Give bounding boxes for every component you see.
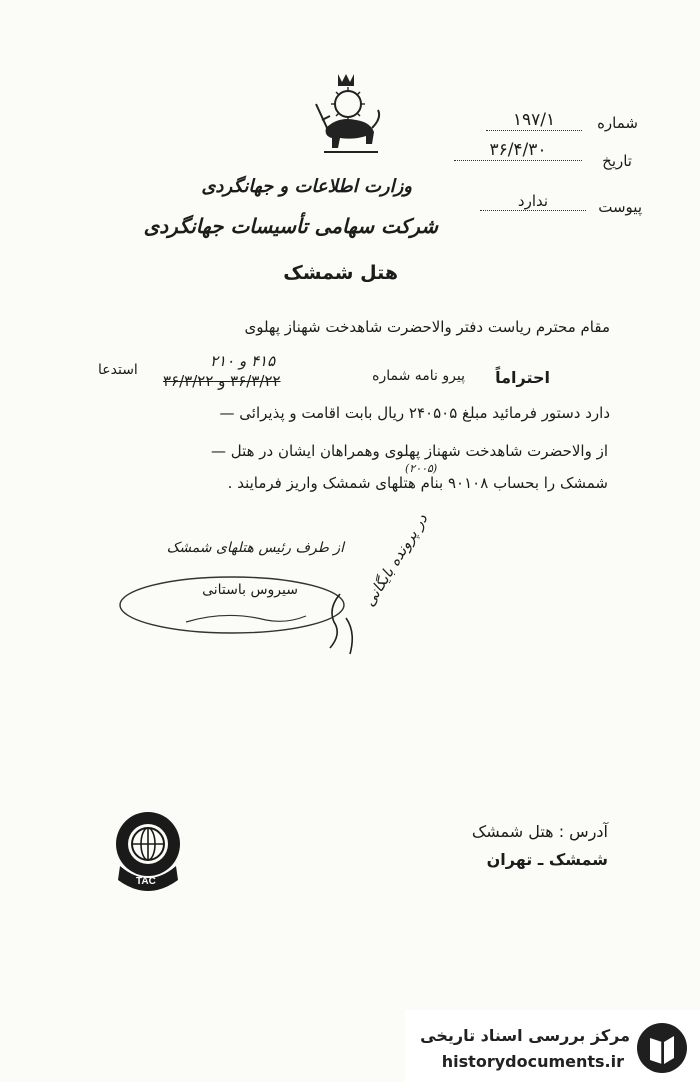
date-value: ۳۶/۴/۳۰ [454,140,582,161]
hotel-title: هتل شمشک [283,262,398,284]
body-line4: شمشک را بحساب ۹۰۱۰۸ بنام هتلهای شمشک واریز فرمایند . [227,474,608,492]
company-title: شرکت سهامی تأسیسات جهانگردی [143,214,438,238]
signature-title: از طرف رئیس هتلهای شمشک [166,540,344,556]
body-line2: دارد دستور فرمائید مبلغ ۲۴۰۵۰۵ ریال بابت اقامت و پذیرائی — [219,404,610,422]
address-line1: آدرس : هتل شمشک [471,822,608,841]
signature-stamp-oval [116,570,348,640]
number-label: شماره [597,114,638,132]
attachment-value: ندارد [480,192,586,211]
ministry-title: وزارت اطلاعات و جهانگردی [201,176,412,197]
attachment-label: پیوست [598,198,642,216]
number-value: ۱۹۷/۱ [486,110,582,131]
body-line3: از والاحضرت شاهدخت شهناز پهلوی وهمراهان ایشان در هتل — [210,442,608,460]
watermark-title: مرکز بررسی اسناد تاریخی [420,1026,630,1045]
address-line2: شمشک ـ تهران [486,850,608,869]
respect-word: احتراماً [495,368,550,387]
body-line1-ref-original: ۳۶/۳/۲۲ و ۳۶/۳/۲۲ [163,372,281,390]
body-line1-tail: استدعا [98,362,138,378]
handwritten-note: در پرونده بایگانی [360,510,432,610]
book-icon [636,1020,688,1076]
body-line1-ref-numbers: ۴۱۵ و ۲۱۰ [210,352,276,370]
date-label: تاریخ [602,152,632,170]
salutation: مقام محترم ریاست دفتر والاحضرت شاهدخت شهناز پهلوی [244,318,610,336]
body-line2-correction: (۲۰۰۵) [405,462,438,475]
tac-logo-text: TAC [136,876,156,887]
body-line1-text: پیرو نامه شماره [372,368,465,384]
lion-and-sun-emblem [308,70,386,160]
watermark-url: historydocuments.ir [441,1052,624,1071]
signature-name: سیروس باستانی [202,582,298,598]
